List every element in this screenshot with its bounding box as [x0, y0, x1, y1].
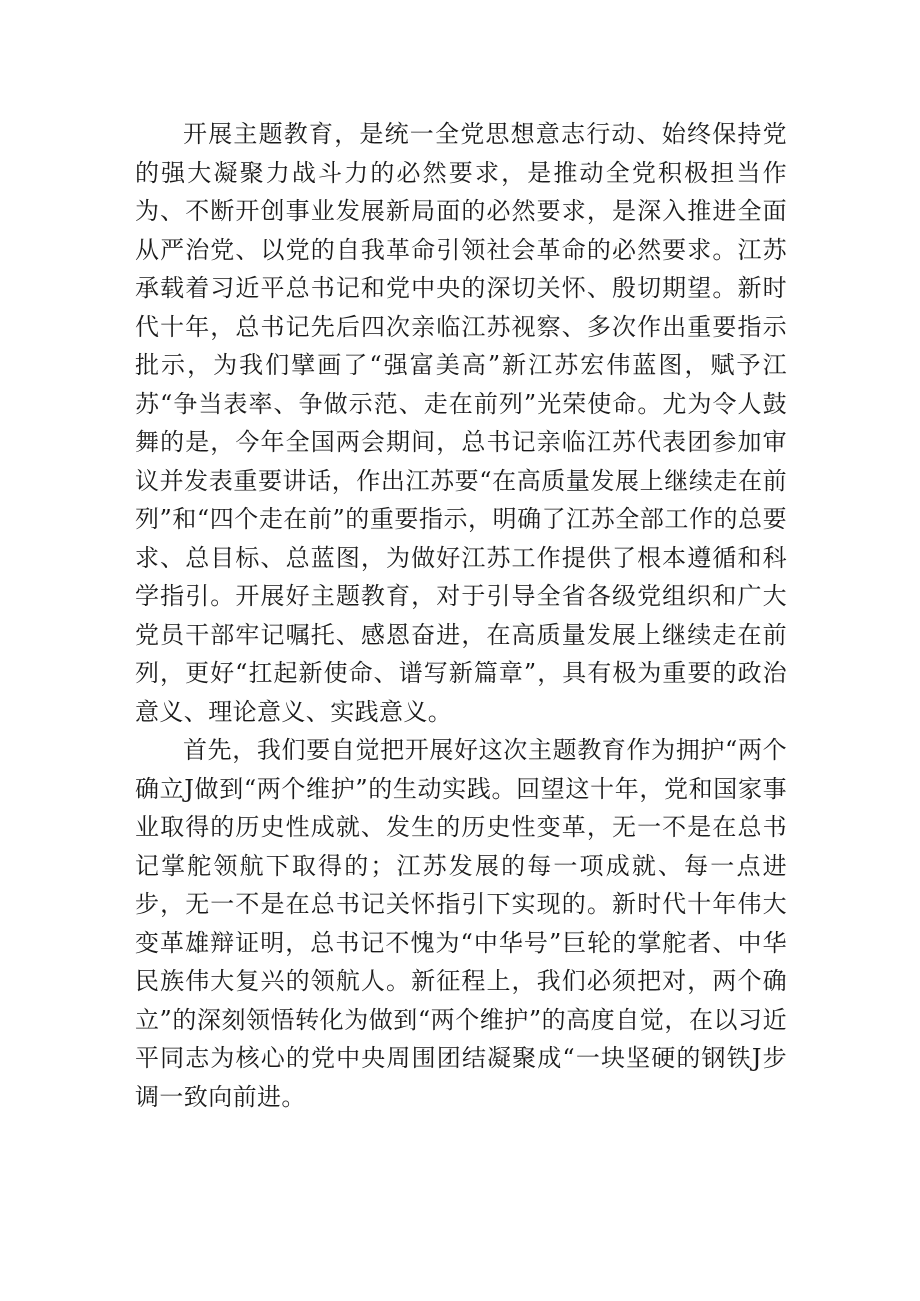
- paragraph-2: 首先，我们要自觉把开展好这次主题教育作为拥护“两个确立J做到“两个维护”的生动实践。回望这十年，党和国家事业取得的历史性成就、发生的历史性变革，无一不是在总书记掌舵领航下取得的；江苏发展的每一项成就、每一点进步，无一不是在总书记关怀指引下实现的。新时代十年伟大变革雄辩证明，总书记不愧为“中华号”巨轮的掌舵者、中华民族伟大复兴的领航人。新征程上，我们必须把对，两个确立”的深刻领悟转化为做到“两个维护”的高度自觉，在以习近平同志为核心的党中央周围团结凝聚成“一块坚硬的钢铁J步调一致向前进。: [135, 736, 787, 1111]
- document-body: [135, 115, 787, 1116]
- paragraph-1: 开展主题教育，是统一全党思想意志行动、始终保持党的强大凝聚力战斗力的必然要求，是推动全党积极担当作为、不断开创事业发展新局面的必然要求，是深入推进全面从严治党、以党的自我革命引领社会革命的必然要求。江苏承载着习近平总书记和党中央的深切关怀、殷切期望。新时代十年，总书记先后四次亲临江苏视察、多次作出重要指示批示，为我们擘画了“强富美高”新江苏宏伟蓝图，赋予江苏“争当表率、争做示范、走在前列”光荣使命。尤为令人鼓舞的是，今年全国两会期间，总书记亲临江苏代表团参加审议并发表重要讲话，作出江苏要“在高质量发展上继续走在前列”和“四个走在前”的重要指示，明确了江苏全部工作的总要求、总目标、总蓝图，为做好江苏工作提供了根本遵循和科学指引。开展好主题教育，对于引导全省各级党组织和广大党员干部牢记嘱托、感恩奋进，在高质量发展上继续走在前列，更好“扛起新使命、谱写新篇章”，具有极为重要的政治意义、理论意义、实践意义。: [135, 120, 787, 726]
